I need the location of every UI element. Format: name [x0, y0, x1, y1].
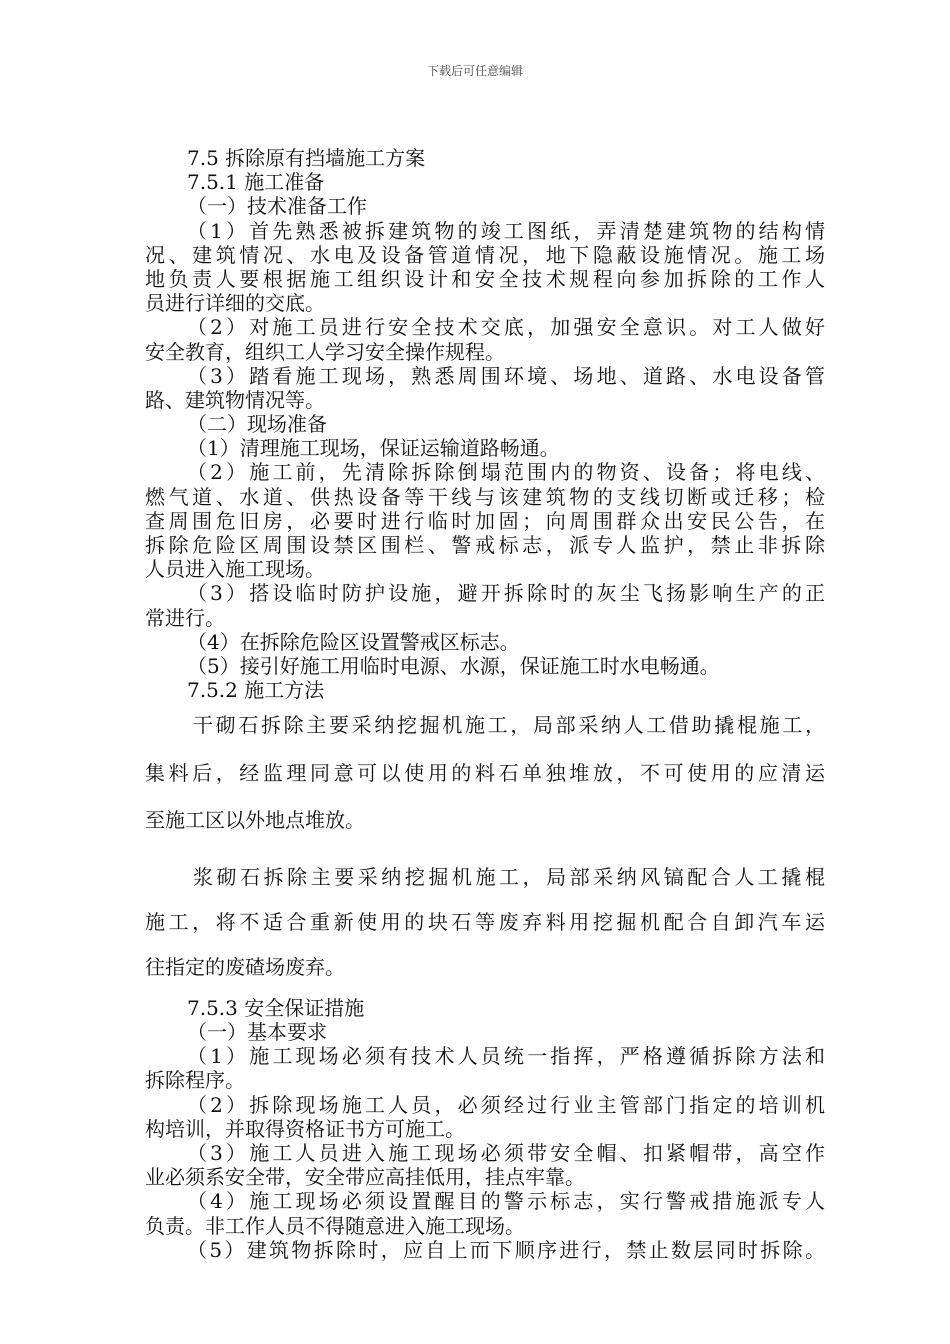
page-header: 下载后可任意编辑	[426, 64, 523, 78]
paragraph-line: 业必须系安全带，安全带应高挂低用，挂点牢靠。	[145, 1165, 585, 1190]
paragraph-line: 干砌石拆除主要采纳挖掘机施工，局部采纳人工借助撬棍施工，	[193, 713, 825, 738]
paragraph-line: 安全教育，组织工人学习安全操作规程。	[145, 339, 505, 364]
paragraph-line: （2）拆除现场施工人员，必须经过行业主管部门指定的培训机	[187, 1092, 825, 1117]
paragraph-line: 往指定的废碴场废弃。	[145, 954, 345, 979]
paragraph-line: 浆砌石拆除主要采纳挖掘机施工，局部采纳风镐配合人工撬棍	[193, 864, 825, 889]
paragraph-line: 构培训，并取得资格证书方可施工。	[145, 1116, 465, 1141]
paragraph-line: 拆除程序。	[145, 1068, 245, 1093]
paragraph-line: 员进行详细的交底。	[145, 291, 325, 316]
paragraph-line: （1）施工现场必须有技术人员统一指挥，严格遵循拆除方法和	[187, 1044, 825, 1069]
paragraph-line: （1）首先熟悉被拆建筑物的竣工图纸，弄清楚建筑物的结构情	[187, 218, 825, 243]
paragraph-line: 集料后，经监理同意可以使用的料石单独堆放，不可使用的应清运	[145, 760, 825, 785]
section-heading-7-5: 7.5 拆除原有挡墙施工方案	[187, 146, 426, 170]
paragraph-line: （3）搭设临时防护设施，避开拆除时的灰尘飞扬影响生产的正	[187, 581, 825, 606]
paragraph-line: （2）施工前，先清除拆除倒塌范围内的物资、设备；将电线、	[187, 460, 825, 485]
paragraph-line: （5）建筑物拆除时，应自上而下顺序进行，禁止数层同时拆除。	[187, 1237, 825, 1262]
paragraph-line: 查周围危旧房，必要时进行临时加固；向周围群众出安民公告，在	[145, 508, 825, 533]
paragraph-line: 燃气道、水道、供热设备等干线与该建筑物的支线切断或迁移；检	[145, 484, 825, 509]
paragraph-line: 施工，将不适合重新使用的块石等废弃料用挖掘机配合自卸汽车运	[145, 909, 825, 934]
paragraph-line: 负责。非工作人员不得随意进入施工现场。	[145, 1213, 525, 1238]
subheading-site-prep: （二）现场准备	[187, 412, 327, 437]
subsection-heading-7-5-1: 7.5.1 施工准备	[187, 170, 325, 195]
paragraph-line: 人员进入施工现场。	[145, 557, 325, 582]
paragraph-line: （3）施工人员进入施工现场必须带安全帽、扣紧帽带，高空作	[187, 1140, 825, 1165]
paragraph-line: 常进行。	[145, 605, 225, 630]
paragraph-line: 路、建筑物情况等。	[145, 387, 325, 412]
subsection-heading-7-5-3: 7.5.3 安全保证措施	[187, 995, 365, 1020]
paragraph-line: 至施工区以外地点堆放。	[145, 808, 365, 833]
subheading-basic-requirements: （一）基本要求	[187, 1020, 327, 1044]
document-body	[145, 146, 825, 1262]
paragraph-line: （5）接引好施工用临时电源、水源，保证施工时水电畅通。	[187, 653, 720, 678]
paragraph-line: 况、建筑情况、水电及设备管道情况，地下隐蔽设施情况。施工场	[145, 242, 825, 267]
paragraph-line: （3）踏看施工现场，熟悉周围环境、场地、道路、水电设备管	[187, 363, 825, 388]
subsection-heading-7-5-2: 7.5.2 施工方法	[187, 678, 325, 703]
paragraph-line: 地负责人要根据施工组织设计和安全技术规程向参加拆除的工作人	[145, 266, 825, 291]
paragraph-line: （2）对施工员进行安全技术交底，加强安全意识。对工人做好	[187, 315, 825, 340]
paragraph-line: （4）在拆除危险区设置警戒区标志。	[187, 629, 520, 654]
paragraph-line: （1）清理施工现场，保证运输道路畅通。	[187, 436, 560, 461]
subheading-tech-prep: （一）技术准备工作	[187, 194, 367, 219]
paragraph-line: 拆除危险区周围设禁区围栏、警戒标志，派专人监护，禁止非拆除	[145, 533, 825, 557]
paragraph-line: （4）施工现场必须设置醒目的警示标志，实行警戒措施派专人	[187, 1189, 825, 1214]
